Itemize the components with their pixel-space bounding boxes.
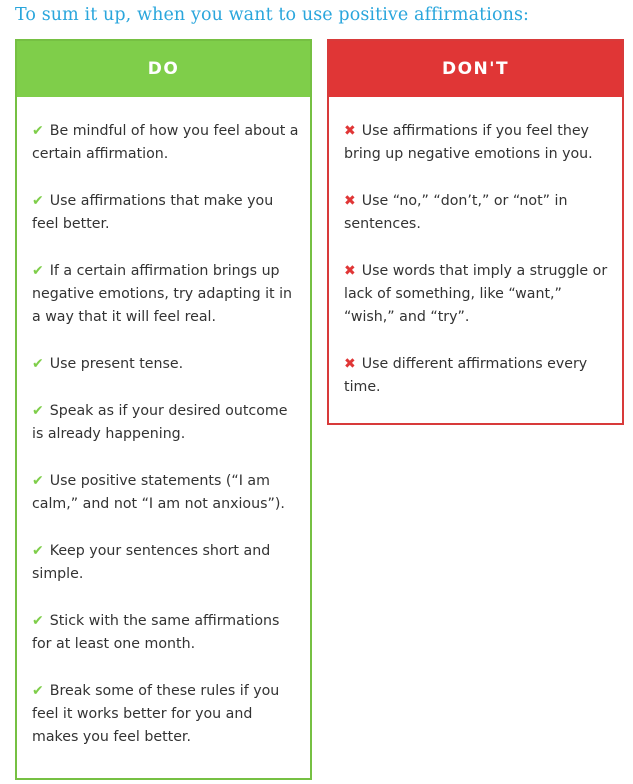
dont-panel [327,39,624,425]
do-item-text: Stick with the same affirmations for at least one month. [32,613,280,652]
check-icon: ✔ [32,473,44,489]
check-icon: ✔ [32,356,44,372]
do-list-item [32,260,300,329]
do-list [17,97,310,749]
do-item-text: Speak as if your desired outcome is already happening. [32,403,288,442]
dont-list-item [344,353,612,399]
do-list-item [32,540,300,586]
do-item-text: If a certain affirmation brings up negative emotions, try adapting it in a way that it will feel real. [32,263,293,325]
check-icon: ✔ [32,683,44,699]
cross-icon: ✖ [344,193,356,209]
do-list-item [32,470,300,516]
dont-list-item [344,120,612,166]
do-panel [15,39,312,780]
check-icon: ✔ [32,403,44,419]
dont-list-item [344,190,612,236]
do-list-item [32,680,300,749]
check-icon: ✔ [32,193,44,209]
do-item-text: Keep your sentences short and simple. [32,543,271,582]
do-panel-header: DO [17,41,310,97]
do-list-item [32,190,300,236]
do-list-item [32,120,300,166]
do-item-text: Use positive statements (“I am calm,” and not “I am not anxious”). [32,473,285,512]
check-icon: ✔ [32,543,44,559]
dont-list [329,97,622,399]
do-list-item [32,353,300,376]
cross-icon: ✖ [344,356,356,372]
dont-item-text: Use different affirmations every time. [344,356,588,395]
do-item-text: Use affirmations that make you feel better. [32,193,274,232]
check-icon: ✔ [32,123,44,139]
do-list-item [32,400,300,446]
dont-list-item [344,260,612,329]
dont-item-text: Use “no,” “don’t,” or “not” in sentences. [344,193,568,232]
page-heading: To sum it up, when you want to use positive affirmations: [15,5,530,25]
do-item-text: Use present tense. [49,356,184,372]
do-list-item [32,610,300,656]
do-item-text: Break some of these rules if you feel it works better for you and makes you feel better. [32,683,280,745]
dont-item-text: Use affirmations if you feel they bring up negative emotions in you. [344,123,593,162]
check-icon: ✔ [32,613,44,629]
dont-item-text: Use words that imply a struggle or lack of something, like “want,” “wish,” and “try”. [344,263,608,325]
check-icon: ✔ [32,263,44,279]
do-item-text: Be mindful of how you feel about a certain affirmation. [32,123,299,162]
dont-panel-header: DON'T [329,41,622,97]
cross-icon: ✖ [344,263,356,279]
cross-icon: ✖ [344,123,356,139]
